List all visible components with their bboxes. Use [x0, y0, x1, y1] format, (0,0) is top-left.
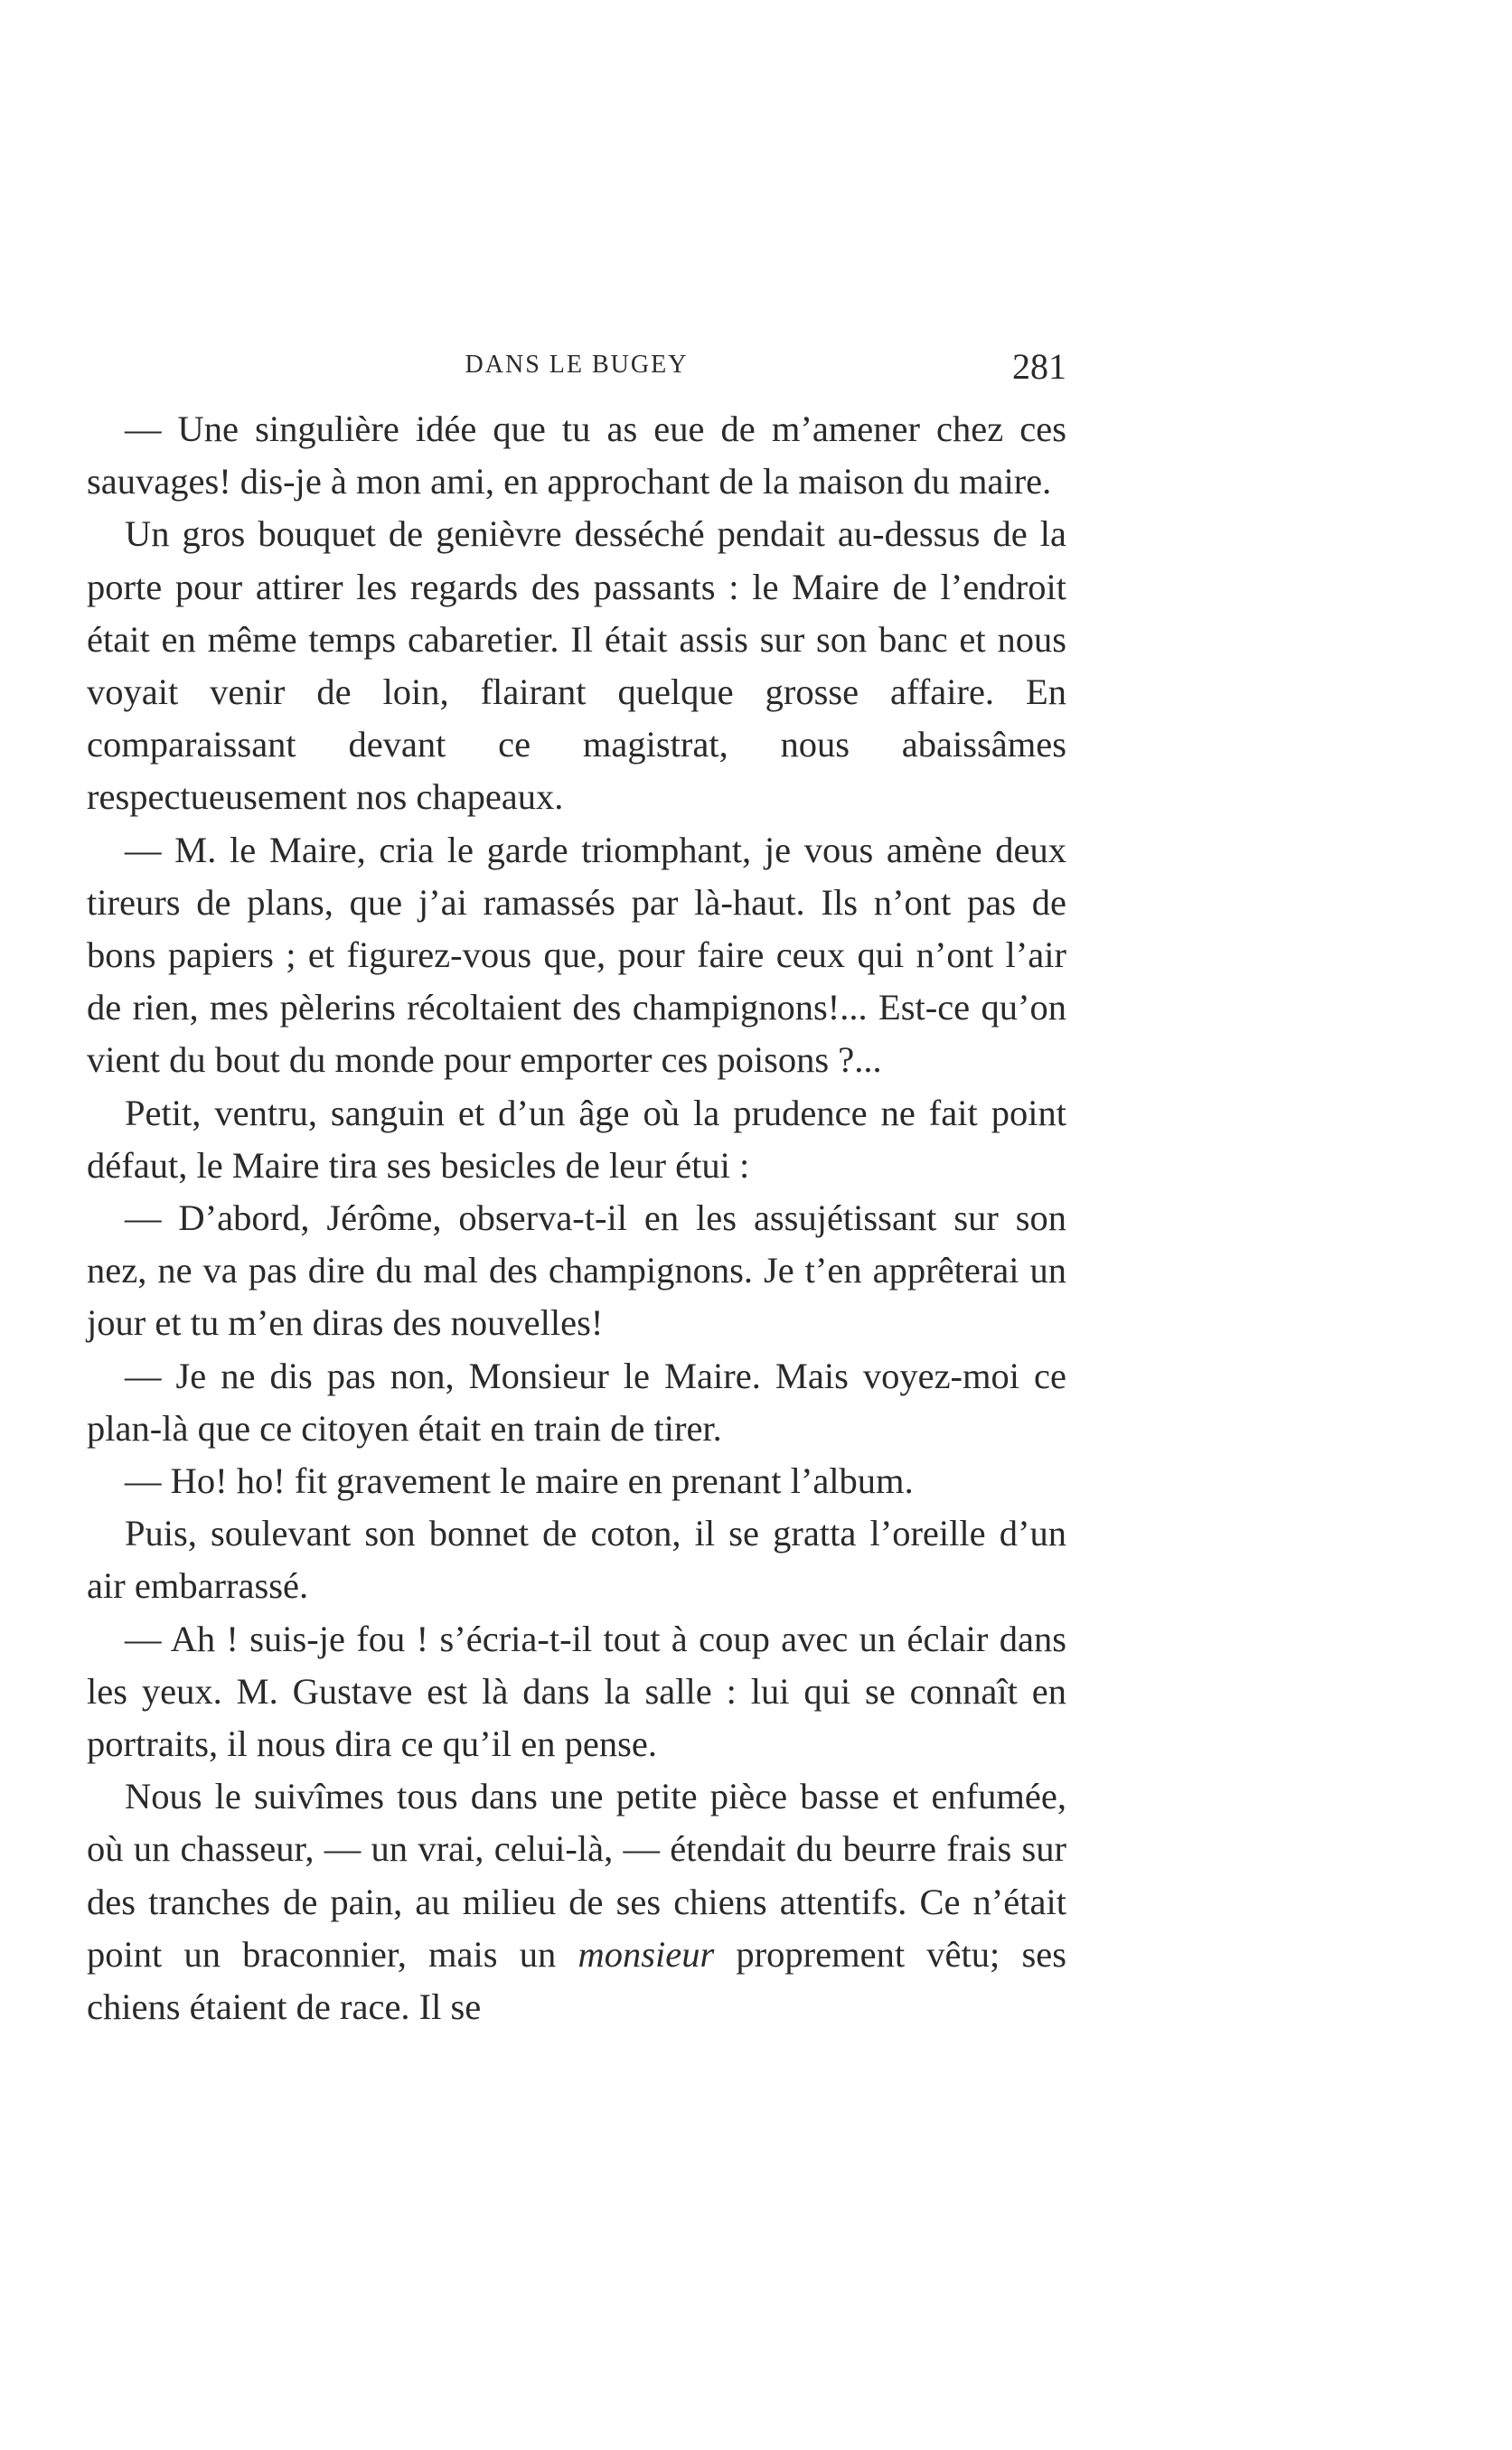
paragraph: Petit, ventru, sanguin et d’un âge où la prudence ne fait point défaut, le Maire tira ses besicles de leur étui : [87, 1092, 1066, 1186]
body-text [87, 403, 1066, 2033]
paragraph: — M. le Maire, cria le garde triomphant, je vous amène deux tireurs de plans, que j’ai ramassés par là-haut. Ils n’ont pas de bons papiers ; et figurez-vous que, pour faire ceux qui n’ont l’air de rien, mes pèlerins récoltaient des champignons!... Est-ce qu’on vient du bout du monde pour emporter ces poisons ?... [87, 829, 1066, 1081]
page-number: 281 [1012, 346, 1066, 387]
paragraph-text: Nous le suivîmes tous dans une petite pièce basse et enfumée, où un chasseur, — un vrai, celui-là, — étendait du beurre frais sur des tranches de pain, au milieu de ses chiens attentifs. Ce n’était point un braconnier, mais un [87, 1776, 1066, 1975]
paragraph: Puis, soulevant son bonnet de coton, il se gratta l’oreille d’un air embarrassé. [87, 1513, 1066, 1607]
paragraph-text: proprement vêtu; ses chiens étaient de race. Il se [87, 1933, 1066, 2028]
page-header [87, 345, 1066, 390]
paragraph: — Ah ! suis-je fou ! s’écria-t-il tout à coup avec un éclair dans les yeux. M. Gustave est là dans la salle : lui qui se connaît en portraits, il nous dira ce qu’il en pense. [87, 1618, 1066, 1765]
paragraph: — Je ne dis pas non, Monsieur le Maire. Mais voyez-moi ce plan-là que ce citoyen était en train de tirer. [87, 1355, 1066, 1449]
paragraph: — Ho! ho! fit gravement le maire en prenant l’album. [125, 1460, 914, 1502]
paragraph-last [87, 1770, 1066, 2033]
paragraph: Un gros bouquet de genièvre desséché pendait au-dessus de la porte pour attirer les regards des passants : le Maire de l’endroit était en même temps cabaretier. Il était assis sur son banc et nous voyait venir de loin, flairant quelque grosse affaire. En comparaissant devant ce magistrat, nous abaissâmes respectueusement nos chapeaux. [87, 513, 1066, 818]
paragraph: — D’abord, Jérôme, observa-t-il en les assujétissant sur son nez, ne va pas dire du mal des champignons. Je t’en apprêterai un jour et tu m’en diras des nouvelles! [87, 1197, 1066, 1344]
italic-word: monsieur [578, 1933, 715, 1975]
running-title: DANS LE BUGEY [465, 351, 689, 379]
paragraph: — Une singulière idée que tu as eue de m’amener chez ces sauvages! dis-je à mon ami, en approchant de la maison du maire. [87, 408, 1066, 502]
